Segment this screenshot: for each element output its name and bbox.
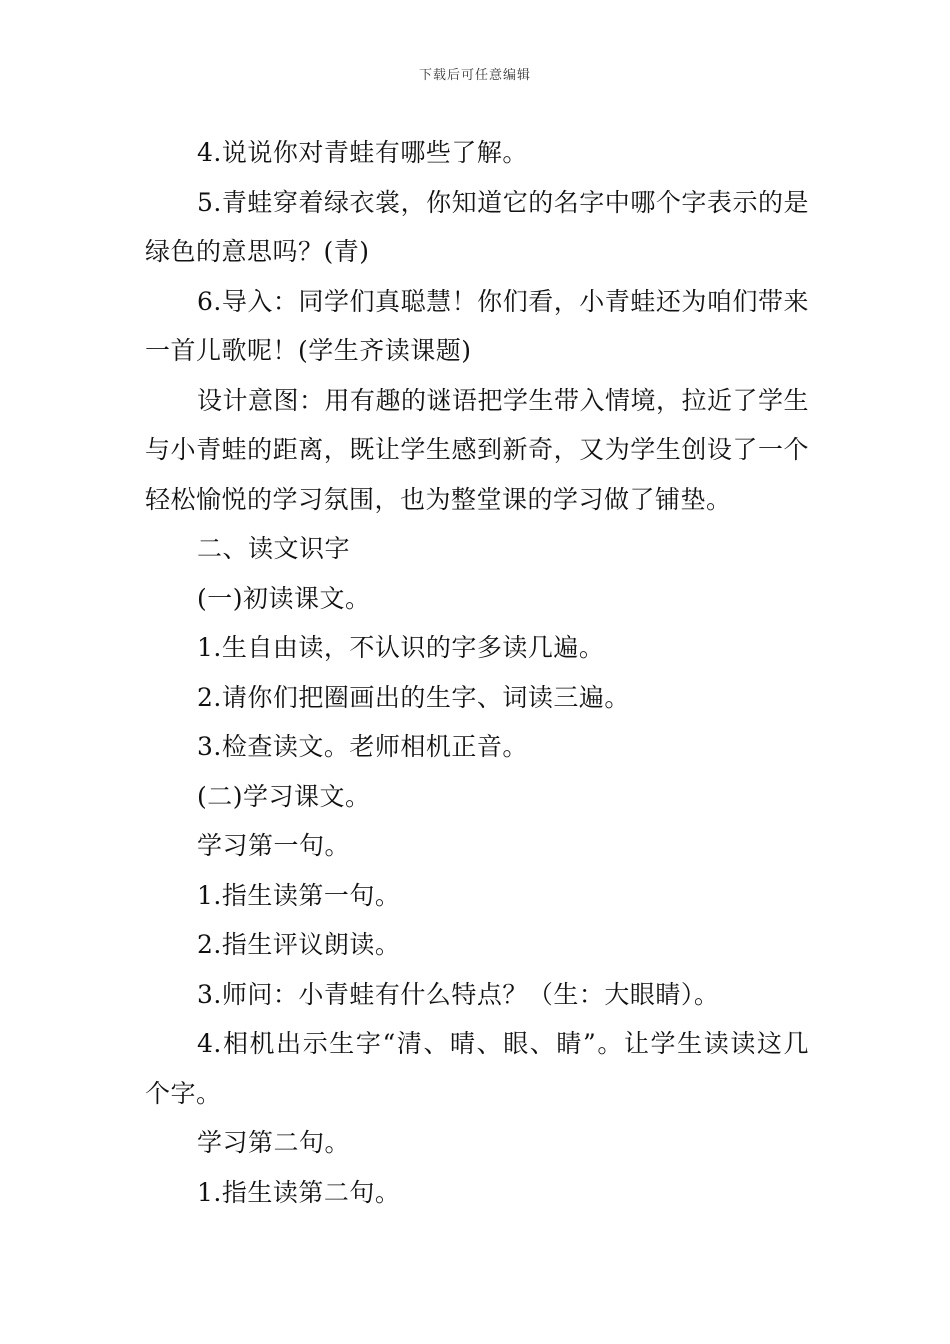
paragraph-item-5: 5.青蛙穿着绿衣裳，你知道它的名字中哪个字表示的是绿色的意思吗？(青) [145, 187, 809, 266]
list-item: 4.相机出示生字“清、晴、眼、睛”。让学生读读这几个字。 [145, 1029, 809, 1108]
page-header: 下载后可任意编辑 [418, 68, 531, 83]
document-body [145, 128, 809, 1217]
paragraph-item-6: 6.导入：同学们真聪慧！你们看，小青蛙还为咱们带来一首儿歌呢！(学生齐读课题) [145, 286, 809, 365]
sentence-heading-1: 学习第一句。 [197, 831, 351, 860]
subsection-heading-2: (二)学习课文。 [197, 781, 371, 811]
sentence-heading-2: 学习第二句。 [197, 1128, 351, 1157]
list-item: 1.生自由读，不认识的字多读几遍。 [197, 633, 605, 662]
paragraph-item-4: 4.说说你对青蛙有哪些了解。 [197, 138, 528, 167]
list-item: 2.请你们把圈画出的生字、词读三遍。 [197, 682, 630, 712]
list-item: 1.指生读第二句。 [197, 1177, 401, 1207]
subsection-heading-1: (一)初读课文。 [197, 583, 371, 613]
list-item: 3.师问：小青蛙有什么特点？（生：大眼睛）。 [197, 979, 720, 1009]
list-item: 2.指生评议朗读。 [197, 930, 401, 959]
list-item: 3.检查读文。老师相机正音。 [197, 732, 528, 761]
list-item: 1.指生读第一句。 [197, 880, 401, 910]
section-heading-2: 二、读文识字 [197, 534, 351, 563]
design-intent-paragraph: 设计意图：用有趣的谜语把学生带入情境，拉近了学生与小青蛙的距离，既让学生感到新奇，又为学生创设了一个轻松愉悦的学习氛围，也为整堂课的学习做了铺垫。 [145, 385, 810, 514]
